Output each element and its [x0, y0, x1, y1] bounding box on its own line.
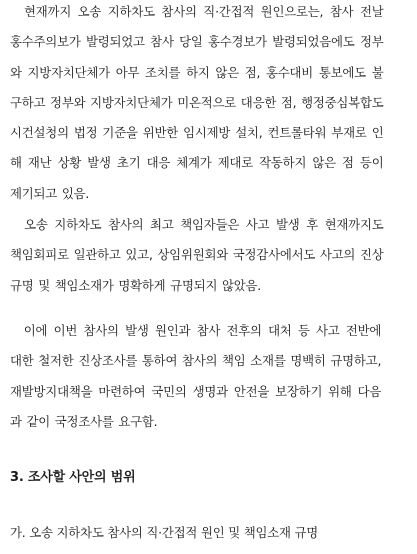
paragraph-request: [10, 316, 381, 437]
subsection-item: 가. 오송 지하차도 참사의 직·간접적 원인 및 책임소재 규명: [10, 525, 319, 540]
text-line: 현재까지 오송 지하차도 참사의 직·간접적 원인으로는, 참사 전날: [10, 4, 384, 19]
text-line: 오송 지하차도 참사의 최고 책임자들은 사고 발생 후 현재까지도: [10, 217, 384, 232]
text-line: 제기되고 있음.: [10, 185, 90, 201]
text-line: 과 같이 국정조사를 요구함.: [10, 413, 158, 429]
text-line: 책임회피로 일관하고 있고, 상임위원회와 국정감사에서도 사고의 진상: [10, 247, 384, 263]
text-line: 재발방지대책을 마련하여 국민의 생명과 안전을 보장하기 위해 다음: [10, 383, 382, 399]
text-line: 홍수주의보가 발령되었고 참사 당일 홍수경보가 발령되었음에도 정부: [10, 34, 384, 50]
text-line: 대한 철저한 진상조사를 통하여 참사의 책임 소재를 명백히 규명하고,: [10, 353, 382, 369]
text-line: 해 재난 상황 발생 초기 대응 체계가 제대로 작동하지 않은 점 등이: [10, 155, 384, 171]
paragraph-causes: [10, 0, 383, 209]
text-line: 시건설청의 법정 기준을 위반한 임시제방 설치, 컨트롤타워 부재로 인: [10, 125, 384, 141]
text-line: 규명 및 책임소재가 명확하게 규명되지 않았음.: [10, 277, 262, 293]
paragraph-responsibility: [10, 210, 383, 301]
section-heading: 3. 조사할 사안의 범위: [10, 470, 136, 485]
text-line: 이에 이번 참사의 발생 원인과 참사 전후의 대처 등 사고 전반에: [10, 323, 382, 338]
text-line: 와 지방자치단체가 아무 조치를 하지 않은 점, 홍수대비 통보에도 불: [10, 64, 384, 80]
text-line: 구하고 정부와 지방자치단체가 미온적으로 대응한 점, 행정중심복합도: [10, 94, 384, 110]
